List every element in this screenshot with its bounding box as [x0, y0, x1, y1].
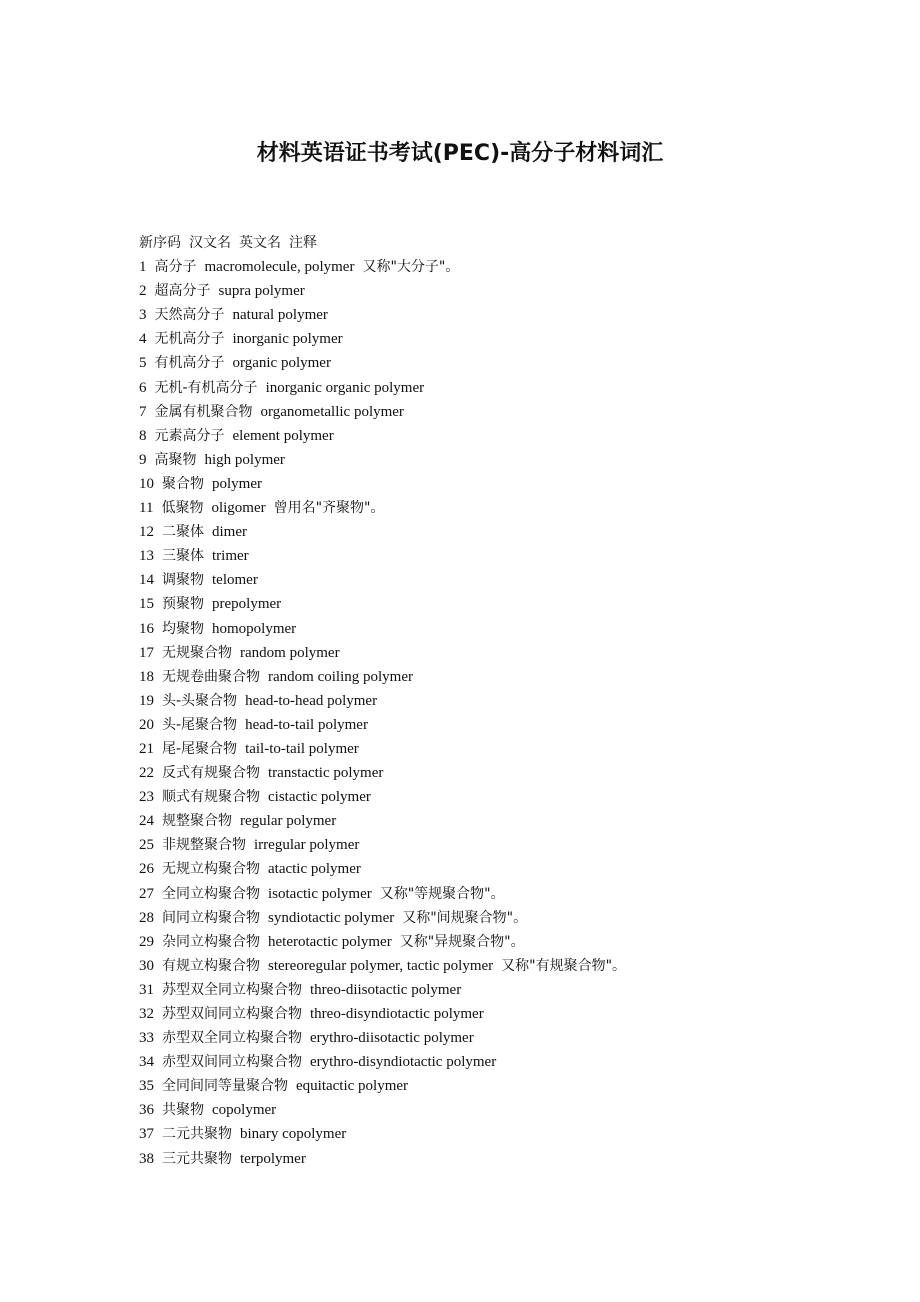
entry-chinese-name: 调聚物	[162, 572, 204, 589]
entry-number: 7	[139, 403, 147, 420]
entry-chinese-name: 预聚物	[162, 596, 204, 613]
entry-english-name: polymer	[212, 475, 262, 492]
entry-chinese-name: 杂同立构聚合物	[162, 933, 260, 950]
entry-number: 30	[139, 957, 154, 974]
list-item	[139, 255, 899, 279]
entry-chinese-name: 无规立构聚合物	[162, 861, 260, 878]
entry-chinese-name: 头-头聚合物	[162, 692, 238, 709]
list-item	[139, 279, 899, 303]
entry-note: 又称"大分子"。	[362, 259, 460, 276]
entry-number: 11	[139, 500, 154, 517]
entry-number: 17	[139, 644, 154, 661]
entry-chinese-name: 二元共聚物	[162, 1126, 232, 1143]
entry-english-name: inorganic polymer	[232, 331, 343, 348]
entry-english-name: stereoregular polymer, tactic polymer	[268, 957, 494, 974]
entry-number: 20	[139, 716, 154, 733]
entry-chinese-name: 有机高分子	[154, 355, 225, 372]
entry-number: 12	[139, 524, 154, 541]
list-item	[139, 1026, 899, 1050]
entry-chinese-name: 高聚物	[154, 451, 197, 468]
list-item	[139, 1122, 899, 1146]
header-row	[139, 231, 899, 255]
list-item	[139, 906, 899, 930]
entry-english-name: prepolymer	[212, 596, 282, 613]
list-item	[139, 1098, 899, 1122]
list-item	[139, 689, 899, 713]
entry-chinese-name: 无规卷曲聚合物	[162, 668, 260, 685]
list-item	[139, 327, 899, 351]
list-item	[139, 592, 899, 616]
list-item	[139, 496, 899, 520]
entry-chinese-name: 有规立构聚合物	[162, 957, 260, 974]
entry-number: 34	[139, 1054, 154, 1071]
entry-chinese-name: 无机-有机高分子	[154, 379, 258, 396]
entry-chinese-name: 反式有规聚合物	[162, 765, 260, 782]
list-item	[139, 1002, 899, 1026]
entry-number: 33	[139, 1030, 154, 1047]
entry-rows	[139, 255, 899, 1171]
entry-number: 19	[139, 692, 154, 709]
entry-chinese-name: 低聚物	[161, 500, 204, 517]
entry-chinese-name: 超高分子	[154, 283, 211, 300]
entry-chinese-name: 非规整聚合物	[162, 837, 246, 854]
entry-english-name: oligomer	[211, 500, 266, 517]
entry-english-name: homopolymer	[212, 620, 297, 637]
entry-english-name: random coiling polymer	[268, 668, 413, 685]
entry-number: 15	[139, 596, 154, 613]
entry-english-name: irregular polymer	[254, 837, 360, 854]
list-item	[139, 376, 899, 400]
entry-english-name: erythro-disyndiotactic polymer	[310, 1054, 497, 1071]
entry-chinese-name: 赤型双间同立构聚合物	[162, 1054, 302, 1071]
list-item	[139, 520, 899, 544]
list-item	[139, 809, 899, 833]
list-item	[139, 568, 899, 592]
list-item	[139, 930, 899, 954]
entry-chinese-name: 天然高分子	[154, 307, 225, 324]
header-number: 新序码	[139, 235, 181, 251]
list-item	[139, 978, 899, 1002]
entry-note: 又称"有规聚合物"。	[501, 957, 627, 974]
list-item	[139, 617, 899, 641]
entry-chinese-name: 全同立构聚合物	[162, 885, 260, 902]
entry-number: 27	[139, 885, 154, 902]
entry-number: 22	[139, 765, 154, 782]
entry-chinese-name: 金属有机聚合物	[154, 403, 253, 420]
entry-chinese-name: 高分子	[154, 259, 197, 276]
entry-number: 21	[139, 740, 154, 757]
entry-chinese-name: 元素高分子	[154, 427, 225, 444]
entry-english-name: erythro-diisotactic polymer	[310, 1030, 474, 1047]
entry-note: 又称"间规聚合物"。	[402, 909, 528, 926]
entry-chinese-name: 顺式有规聚合物	[162, 789, 260, 806]
list-item	[139, 448, 899, 472]
list-item	[139, 833, 899, 857]
entry-number: 25	[139, 837, 154, 854]
entry-english-name: trimer	[212, 548, 249, 565]
entry-english-name: threo-disyndiotactic polymer	[310, 1006, 484, 1022]
list-item	[139, 1147, 899, 1171]
glossary-list	[139, 231, 899, 1171]
entry-chinese-name: 共聚物	[162, 1102, 204, 1119]
entry-english-name: organic polymer	[232, 355, 331, 372]
header-note: 注释	[289, 235, 317, 251]
entry-chinese-name: 聚合物	[162, 475, 204, 492]
header-english: 英文名	[239, 235, 281, 251]
entry-english-name: heterotactic polymer	[268, 933, 392, 950]
list-item	[139, 400, 899, 424]
entry-number: 6	[139, 379, 147, 396]
entry-number: 23	[139, 789, 154, 806]
list-item	[139, 424, 899, 448]
entry-number: 14	[139, 572, 154, 589]
entry-number: 5	[139, 355, 147, 372]
entry-english-name: regular polymer	[240, 813, 337, 830]
list-item	[139, 665, 899, 689]
entry-chinese-name: 三聚体	[162, 548, 204, 565]
entry-english-name: organometallic polymer	[260, 403, 404, 420]
entry-english-name: terpolymer	[240, 1150, 306, 1167]
entry-number: 32	[139, 1006, 154, 1022]
entry-number: 13	[139, 548, 154, 565]
entry-number: 31	[139, 981, 154, 998]
entry-number: 18	[139, 668, 154, 685]
entry-chinese-name: 规整聚合物	[162, 813, 232, 830]
list-item	[139, 641, 899, 665]
entry-english-name: transtactic polymer	[268, 765, 384, 782]
list-item	[139, 713, 899, 737]
entry-chinese-name: 间同立构聚合物	[162, 909, 260, 926]
entry-number: 37	[139, 1126, 154, 1143]
entry-note: 又称"等规聚合物"。	[379, 885, 505, 902]
entry-chinese-name: 尾-尾聚合物	[162, 740, 238, 757]
entry-number: 35	[139, 1078, 154, 1095]
entry-chinese-name: 无规聚合物	[162, 644, 232, 661]
entry-english-name: binary copolymer	[240, 1126, 347, 1143]
entry-english-name: dimer	[212, 524, 247, 541]
entry-number: 2	[139, 283, 147, 300]
entry-english-name: telomer	[212, 572, 258, 589]
page-title: 材料英语证书考试(PEC)-高分子材料词汇	[256, 141, 664, 166]
entry-note: 又称"异规聚合物"。	[399, 933, 525, 950]
list-item	[139, 1074, 899, 1098]
list-item	[139, 954, 899, 978]
entry-chinese-name: 三元共聚物	[162, 1150, 232, 1167]
entry-chinese-name: 苏型双间同立构聚合物	[162, 1006, 302, 1022]
entry-english-name: random polymer	[240, 644, 340, 661]
entry-number: 16	[139, 620, 154, 637]
entry-english-name: element polymer	[232, 427, 334, 444]
entry-english-name: threo-diisotactic polymer	[310, 981, 462, 998]
entry-english-name: equitactic polymer	[296, 1078, 409, 1095]
entry-number: 4	[139, 331, 147, 348]
list-item	[139, 857, 899, 881]
entry-english-name: supra polymer	[218, 283, 305, 300]
list-item	[139, 351, 899, 375]
entry-english-name: copolymer	[212, 1102, 277, 1119]
entry-english-name: syndiotactic polymer	[268, 909, 395, 926]
entry-english-name: head-to-head polymer	[245, 692, 378, 709]
list-item	[139, 737, 899, 761]
entry-english-name: inorganic organic polymer	[265, 379, 425, 396]
entry-english-name: atactic polymer	[268, 861, 361, 878]
entry-number: 26	[139, 861, 154, 878]
entry-number: 24	[139, 813, 154, 830]
entry-number: 28	[139, 909, 154, 926]
entry-english-name: cistactic polymer	[268, 789, 371, 806]
header-chinese: 汉文名	[189, 235, 231, 251]
list-item	[139, 1050, 899, 1074]
entry-chinese-name: 均聚物	[162, 620, 204, 637]
list-item	[139, 472, 899, 496]
entry-note: 曾用名"齐聚物"。	[273, 500, 385, 517]
list-item	[139, 303, 899, 327]
entry-number: 8	[139, 427, 147, 444]
list-item	[139, 785, 899, 809]
list-item	[139, 882, 899, 906]
entry-chinese-name: 二聚体	[162, 524, 204, 541]
entry-english-name: macromolecule, polymer	[204, 259, 355, 276]
entry-english-name: head-to-tail polymer	[245, 716, 368, 733]
entry-english-name: natural polymer	[232, 307, 328, 324]
entry-chinese-name: 全同间同等量聚合物	[162, 1078, 288, 1095]
entry-chinese-name: 赤型双全同立构聚合物	[162, 1030, 302, 1047]
entry-number: 10	[139, 475, 154, 492]
entry-chinese-name: 苏型双全同立构聚合物	[162, 981, 302, 998]
entry-number: 29	[139, 933, 154, 950]
entry-english-name: isotactic polymer	[268, 885, 372, 902]
list-item	[139, 544, 899, 568]
entry-chinese-name: 无机高分子	[154, 331, 225, 348]
entry-number: 3	[139, 307, 147, 324]
entry-number: 1	[139, 259, 147, 276]
entry-english-name: tail-to-tail polymer	[245, 740, 359, 757]
entry-number: 38	[139, 1150, 154, 1167]
entry-english-name: high polymer	[204, 451, 285, 468]
entry-number: 9	[139, 451, 147, 468]
list-item	[139, 761, 899, 785]
entry-number: 36	[139, 1102, 154, 1119]
entry-chinese-name: 头-尾聚合物	[162, 716, 238, 733]
